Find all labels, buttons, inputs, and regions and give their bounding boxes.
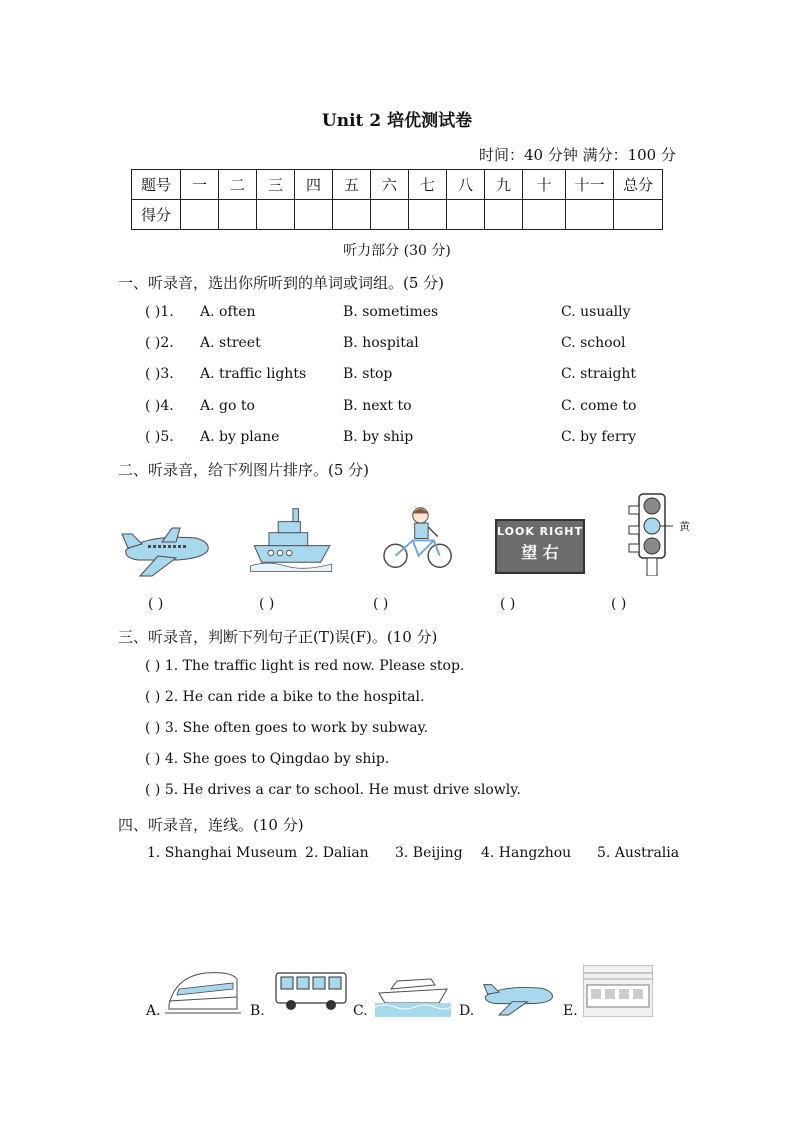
- score-cell: 五: [333, 170, 371, 200]
- s4-option-letter: A.: [146, 1003, 161, 1019]
- s1-option-c: C. come to: [561, 398, 637, 414]
- s1-option-b: B. hospital: [343, 335, 419, 351]
- s3-statement[interactable]: ( ) 4. She goes to Qingdao by ship.: [145, 751, 390, 767]
- s1-option-a: A. often: [200, 304, 256, 320]
- score-cell: 七: [409, 170, 447, 200]
- bus-picture: [273, 965, 349, 1017]
- sign-text-chinese: 望 右: [521, 543, 559, 562]
- s3-statement[interactable]: ( ) 5. He drives a car to school. He must drive slowly.: [145, 782, 521, 798]
- yellow-light-label: 黄: [679, 520, 690, 533]
- traffic-light-picture: [625, 492, 673, 576]
- score-cell: 题号: [132, 170, 181, 200]
- s4-option-letter: E.: [563, 1003, 578, 1019]
- cruise-ship-picture: [375, 965, 451, 1017]
- s1-option-a: A. by plane: [200, 429, 280, 445]
- train-picture: [165, 965, 241, 1017]
- score-table-score-row: [132, 200, 663, 230]
- s3-statement[interactable]: ( ) 3. She often goes to work by subway.: [145, 720, 429, 736]
- score-input-cell[interactable]: [371, 200, 409, 230]
- s1-option-c: C. usually: [561, 304, 631, 320]
- bicycle-picture: [372, 502, 467, 574]
- score-input-cell[interactable]: [566, 200, 614, 230]
- score-table-header-row: [132, 170, 663, 200]
- s1-item-paren[interactable]: ( )5.: [145, 429, 174, 445]
- s4-option-letter: D.: [459, 1003, 475, 1019]
- score-input-cell[interactable]: [485, 200, 523, 230]
- s4-place[interactable]: 4. Hangzhou: [481, 845, 572, 861]
- section2-title: 二、听录音，给下列图片排序。(5 分): [118, 461, 370, 479]
- score-cell: 总分: [614, 170, 663, 200]
- time-info: 时间：40 分钟 满分：100 分: [478, 146, 676, 164]
- s4-option-letter: B.: [250, 1003, 265, 1019]
- s1-item-paren[interactable]: ( )2.: [145, 335, 174, 351]
- airplane-picture: [118, 512, 213, 584]
- s1-item-paren[interactable]: ( )4.: [145, 398, 174, 414]
- s2-answer-blank[interactable]: ( ): [611, 596, 627, 612]
- score-cell: 十一: [566, 170, 614, 200]
- s1-option-a: A. traffic lights: [200, 366, 307, 382]
- score-cell: 六: [371, 170, 409, 200]
- ship-picture: [245, 505, 340, 577]
- s1-option-c: C. school: [561, 335, 626, 351]
- score-cell: 二: [219, 170, 257, 200]
- s1-option-b: B. sometimes: [343, 304, 439, 320]
- s1-option-b: B. stop: [343, 366, 393, 382]
- score-cell: 四: [295, 170, 333, 200]
- s1-option-a: A. go to: [200, 398, 255, 414]
- s3-statement[interactable]: ( ) 2. He can ride a bike to the hospital.: [145, 689, 425, 705]
- s4-place[interactable]: 1. Shanghai Museum: [147, 845, 298, 861]
- page-title: Unit 2 培优测试卷: [321, 111, 473, 131]
- score-cell: 十: [523, 170, 566, 200]
- s1-item-paren[interactable]: ( )1.: [145, 304, 174, 320]
- s1-option-c: C. straight: [561, 366, 637, 382]
- s4-place[interactable]: 5. Australia: [597, 845, 680, 861]
- s4-place[interactable]: 2. Dalian: [305, 845, 369, 861]
- score-cell: 三: [257, 170, 295, 200]
- score-input-cell[interactable]: [333, 200, 371, 230]
- s2-answer-blank[interactable]: ( ): [373, 596, 389, 612]
- s4-option-letter: C.: [353, 1003, 368, 1019]
- s4-place[interactable]: 3. Beijing: [395, 845, 463, 861]
- score-input-cell[interactable]: [409, 200, 447, 230]
- score-input-cell[interactable]: [447, 200, 485, 230]
- score-cell: 九: [485, 170, 523, 200]
- section1-title: 一、听录音，选出你所听到的单词或词组。(5 分): [118, 274, 445, 292]
- score-table: [131, 169, 663, 230]
- s1-option-a: A. street: [200, 335, 261, 351]
- s2-answer-blank[interactable]: ( ): [500, 596, 516, 612]
- s1-option-c: C. by ferry: [561, 429, 637, 445]
- score-input-cell[interactable]: [523, 200, 566, 230]
- score-input-cell[interactable]: [257, 200, 295, 230]
- s1-option-b: B. by ship: [343, 429, 414, 445]
- airplane-picture-small: [480, 970, 556, 1022]
- score-input-cell[interactable]: [181, 200, 219, 230]
- s1-item-paren[interactable]: ( )3.: [145, 366, 174, 382]
- score-cell: 八: [447, 170, 485, 200]
- subway-station-picture: [583, 965, 653, 1017]
- look-right-sign-picture: [495, 519, 585, 574]
- listening-header: 听力部分 (30 分): [343, 243, 451, 259]
- score-row-label: 得分: [132, 200, 181, 230]
- s2-answer-blank[interactable]: ( ): [148, 596, 164, 612]
- section3-title: 三、听录音，判断下列句子正(T)误(F)。(10 分): [118, 628, 438, 646]
- score-input-cell[interactable]: [295, 200, 333, 230]
- s1-option-b: B. next to: [343, 398, 412, 414]
- sign-text-english: LOOK RIGHT: [497, 525, 583, 538]
- score-cell: 一: [181, 170, 219, 200]
- s3-statement[interactable]: ( ) 1. The traffic light is red now. Please stop.: [145, 658, 465, 674]
- score-input-cell[interactable]: [614, 200, 663, 230]
- s2-answer-blank[interactable]: ( ): [259, 596, 275, 612]
- score-input-cell[interactable]: [219, 200, 257, 230]
- section4-title: 四、听录音，连线。(10 分): [118, 816, 304, 834]
